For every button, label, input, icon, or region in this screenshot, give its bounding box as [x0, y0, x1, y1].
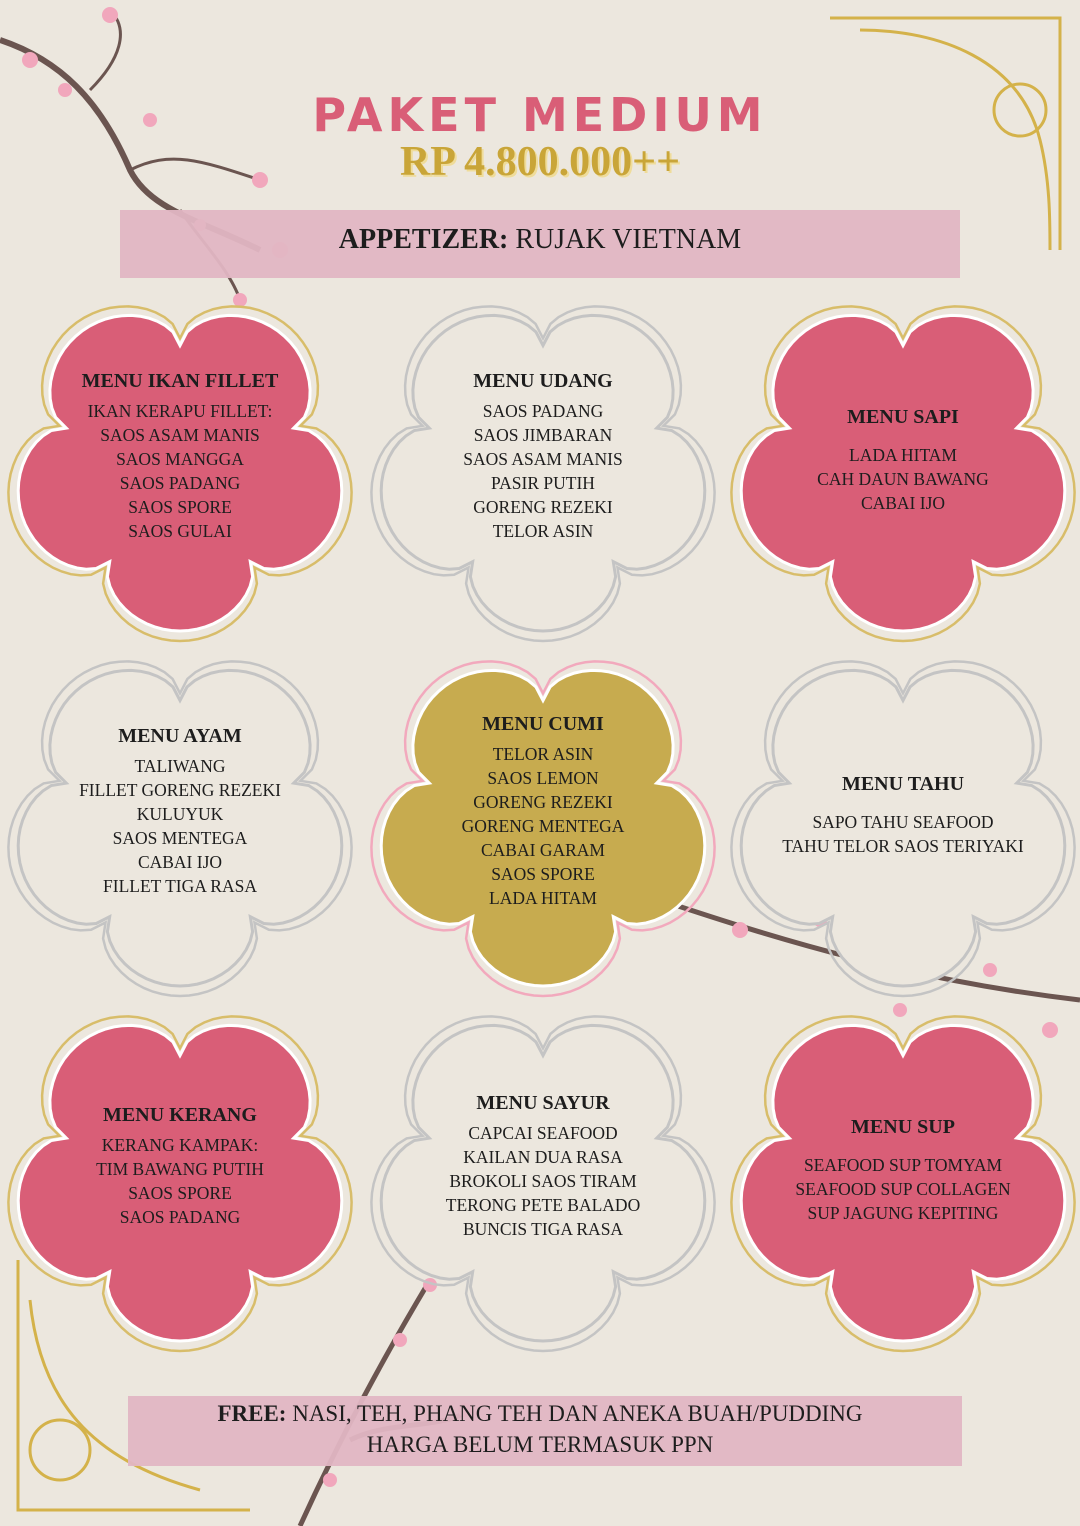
menu-item: SAOS PADANG — [119, 1207, 241, 1227]
menu-item: BUNCIS TIGA RASA — [462, 1219, 624, 1239]
appetizer-label: APPETIZER: — [338, 224, 509, 255]
menu-item: SAOS SPORE — [128, 497, 232, 517]
menu-card-menu-sayur — [363, 995, 723, 1355]
menu-item: SAOS MANGGA — [116, 449, 244, 469]
menu-item: TERONG PETE BALADO — [445, 1195, 641, 1215]
menu-text — [363, 370, 723, 543]
menu-card-menu-sapi — [723, 285, 1080, 645]
menu-item: SEAFOOD SUP TOMYAM — [803, 1155, 1003, 1175]
menu-card-menu-cumi — [363, 640, 723, 1000]
menu-item: SAOS ASAM MANIS — [463, 449, 623, 469]
menu-item: SAOS JIMBARAN — [473, 425, 613, 445]
menu-item: IKAN KERAPU FILLET: — [87, 401, 273, 421]
footer-text — [0, 1398, 1080, 1460]
menu-item: CABAI IJO — [860, 493, 946, 513]
menu-title: MENU SAYUR — [476, 1092, 610, 1114]
menu-item: SAOS SPORE — [128, 1183, 232, 1203]
menu-item: LADA HITAM — [849, 445, 957, 465]
menu-item: SAOS GULAI — [128, 521, 232, 541]
menu-item: KULUYUK — [136, 804, 224, 824]
menu-item: TALIWANG — [134, 756, 226, 776]
appetizer-line — [0, 224, 1080, 256]
menu-item: TAHU TELOR SAOS TERIYAKI — [782, 836, 1024, 856]
tax-note: HARGA BELUM TERMASUK PPN — [366, 1432, 714, 1457]
menu-item: KERANG KAMPAK: — [101, 1135, 259, 1155]
menu-item: CABAI IJO — [137, 852, 223, 872]
menu-item: CABAI GARAM — [481, 840, 605, 860]
menu-text — [723, 406, 1080, 515]
menu-item: CAPCAI SEAFOOD — [468, 1123, 618, 1143]
menu-item: SAOS ASAM MANIS — [100, 425, 260, 445]
menu-item: PASIR PUTIH — [491, 473, 595, 493]
menu-card-menu-udang — [363, 285, 723, 645]
menu-item: FILLET GORENG REZEKI — [79, 780, 281, 800]
free-line — [0, 1398, 1080, 1429]
menu-text — [0, 370, 360, 543]
menu-title: MENU TAHU — [841, 773, 965, 795]
menu-item: TELOR ASIN — [492, 521, 594, 541]
menu-item: LADA HITAM — [489, 888, 597, 908]
menu-card-menu-ayam — [0, 640, 360, 1000]
menu-title: MENU CUMI — [482, 713, 604, 735]
menu-item: SAOS LEMON — [487, 768, 599, 788]
menu-item: BROKOLI SAOS TIRAM — [449, 1171, 637, 1191]
menu-item: TELOR ASIN — [492, 744, 594, 764]
menu-item: SAOS PADANG — [482, 401, 604, 421]
menu-item: GORENG MENTEGA — [461, 816, 625, 836]
menu-item: SAOS MENTEGA — [112, 828, 248, 848]
menu-text — [723, 773, 1080, 858]
menu-title: MENU KERANG — [103, 1104, 257, 1126]
menu-text — [363, 1092, 723, 1241]
package-price: RP 4.800.000++ — [399, 139, 681, 185]
menu-title: MENU IKAN FILLET — [81, 370, 279, 392]
menu-item: FILLET TIGA RASA — [103, 876, 257, 896]
menu-text — [0, 1104, 360, 1229]
package-title: PAKET MEDIUM — [312, 88, 768, 142]
menu-item: GORENG REZEKI — [473, 497, 613, 517]
menu-item: SAOS SPORE — [491, 864, 595, 884]
menu-card-menu-tahu — [723, 640, 1080, 1000]
menu-title: MENU AYAM — [118, 725, 242, 747]
menu-card-menu-sup — [723, 995, 1080, 1355]
free-label: FREE: — [217, 1401, 287, 1426]
menu-item: SUP JAGUNG KEPITING — [807, 1203, 999, 1223]
menu-card-menu-kerang — [0, 995, 360, 1355]
appetizer-value: RUJAK VIETNAM — [515, 224, 742, 255]
menu-item: TIM BAWANG PUTIH — [96, 1159, 264, 1179]
menu-text — [363, 713, 723, 910]
menu-item: CAH DAUN BAWANG — [817, 469, 989, 489]
menu-item: KAILAN DUA RASA — [463, 1147, 623, 1167]
menu-item: SAPO TAHU SEAFOOD — [812, 812, 994, 832]
menu-item: SEAFOOD SUP COLLAGEN — [795, 1179, 1011, 1199]
free-value: NASI, TEH, PHANG TEH DAN ANEKA BUAH/PUDDING — [292, 1401, 863, 1426]
menu-item: GORENG REZEKI — [473, 792, 613, 812]
menu-card-menu-ikan-fillet — [0, 285, 360, 645]
menu-item: SAOS PADANG — [119, 473, 241, 493]
menu-title: MENU SUP — [851, 1116, 955, 1138]
menu-title: MENU UDANG — [473, 370, 613, 392]
menu-text — [0, 725, 360, 898]
menu-title: MENU SAPI — [847, 406, 959, 428]
menu-text — [723, 1116, 1080, 1225]
